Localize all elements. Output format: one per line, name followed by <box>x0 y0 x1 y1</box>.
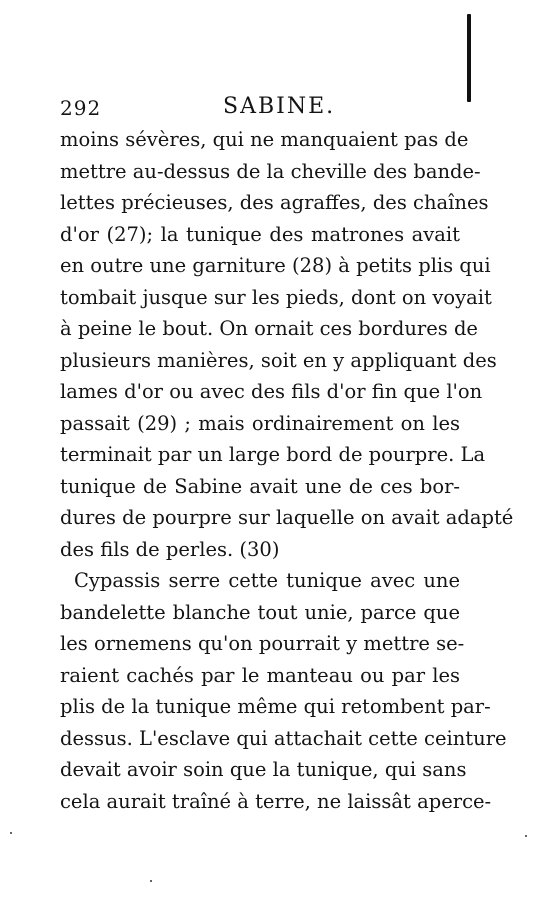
text-line: moins sévères, qui ne manquaient pas de <box>60 128 469 151</box>
text-line: raient cachés par le manteau ou par les <box>60 663 460 687</box>
page-edge-mark <box>467 14 471 102</box>
body-text <box>60 124 514 817</box>
text-line: en outre une garniture (28) à petits plis qui <box>60 254 491 277</box>
text-line: plusieurs manières, soit en y appliquant des <box>60 348 497 372</box>
text-line: bandelette blanche tout unie, parce que <box>60 600 460 624</box>
text-line: tunique de Sabine avait une de ces bor- <box>60 474 460 498</box>
text-line: lettes précieuses, des agraffes, des chaînes <box>60 191 489 214</box>
paragraph-first-line: Cypassis serre cette tunique avec une <box>74 569 460 592</box>
page-number: 292 <box>60 96 102 120</box>
text-line: cela aurait traîné à terre, ne laissât aperce- <box>60 789 492 813</box>
text-line: dessus. L'esclave qui attachait cette ceinture <box>60 726 507 750</box>
text-line: mettre au-dessus de la cheville des bande- <box>60 159 481 183</box>
text-line: des fils de perles. (30) <box>60 537 280 561</box>
text-line: plis de la tunique même qui retombent par- <box>60 695 491 718</box>
paper-speck <box>150 880 152 882</box>
running-title: SABINE. <box>223 94 336 119</box>
paper-speck <box>10 832 12 834</box>
paper-speck <box>525 835 527 837</box>
text-line: les ornemens qu'on pourrait y mettre se- <box>60 632 465 655</box>
text-line: d'or (27); la tunique des matrones avait <box>60 222 460 246</box>
page-header <box>60 96 480 124</box>
text-line: lames d'or ou avec des fils d'or fin que l'on <box>60 380 483 403</box>
text-line: passait (29) ; mais ordinairement on les <box>60 411 460 435</box>
text-line: tombait jusque sur les pieds, dont on voyait <box>60 285 492 309</box>
text-line: terminait par un large bord de pourpre. La <box>60 443 486 466</box>
text-line: à peine le bout. On ornait ces bordures de <box>60 317 478 340</box>
text-line: dures de pourpre sur laquelle on avait adapté <box>60 506 514 529</box>
text-line: devait avoir soin que la tunique, qui sans <box>60 758 467 781</box>
